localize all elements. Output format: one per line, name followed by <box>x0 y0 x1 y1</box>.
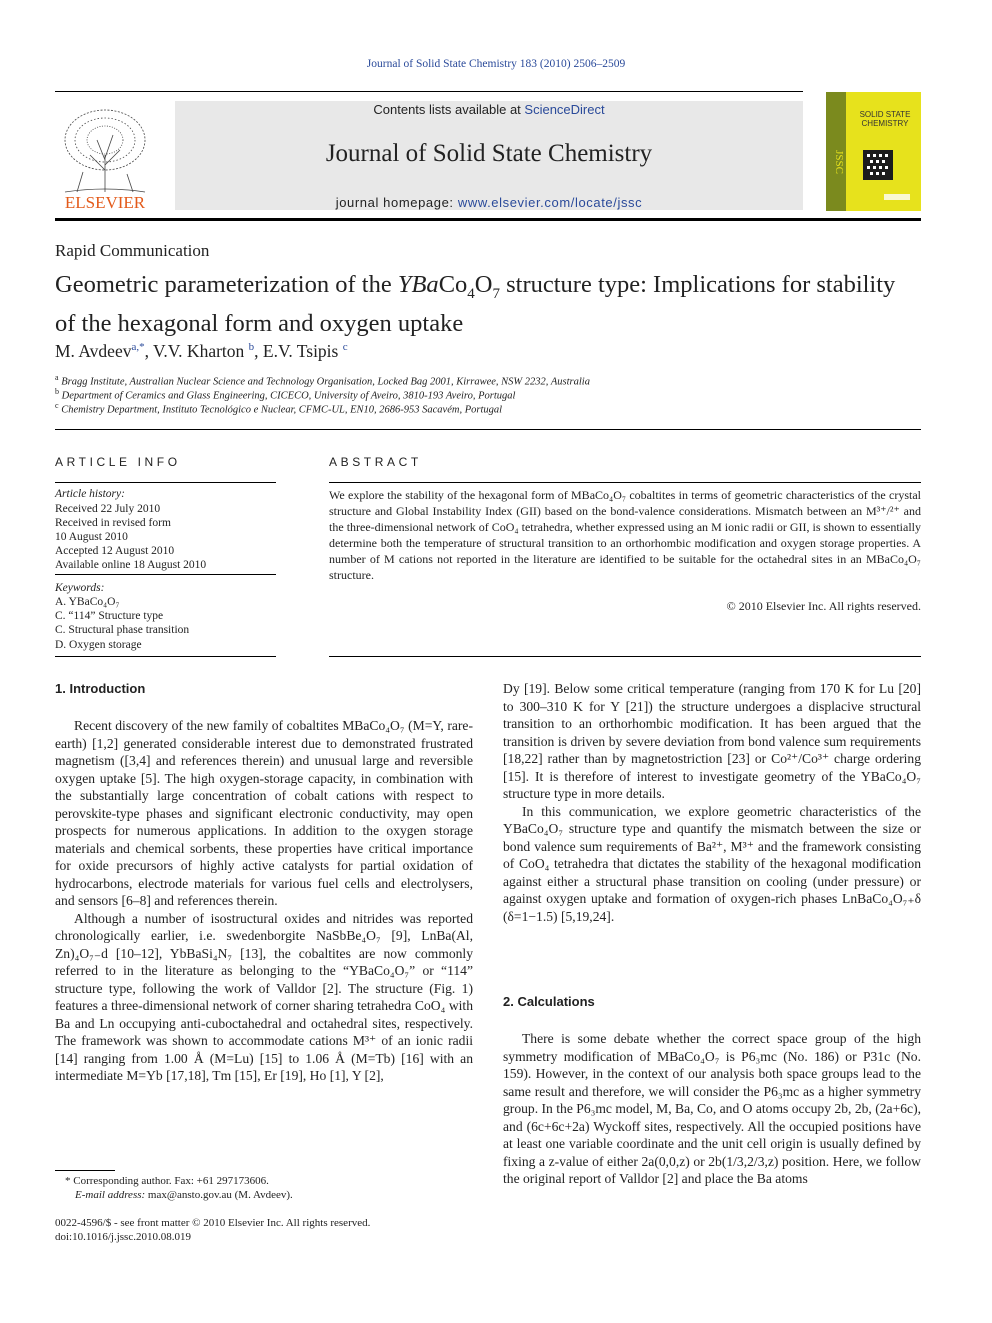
journal-title: Journal of Solid State Chemistry <box>325 140 653 167</box>
contents-line <box>175 102 803 117</box>
affiliation <box>55 387 515 402</box>
abstract-heading: ABSTRACT <box>329 455 422 469</box>
affiliation-rule <box>55 429 921 430</box>
section-heading-introduction: 1. Introduction <box>55 681 146 696</box>
title-sub1: 4 <box>467 285 475 302</box>
keywords-rule <box>55 656 276 657</box>
email-note <box>75 1189 293 1201</box>
author-affiliation-marker[interactable]: b <box>248 341 255 354</box>
author-list: M. Avdeev$^{a,*}$, V.V. Kharton $^b$, E.V. Tsipis $^c$ <box>55 341 348 361</box>
title-part2: structure type: Implications for stability of the hexagonal form and oxygen uptake <box>55 271 896 337</box>
footnote-rule <box>55 1170 115 1171</box>
author-name[interactable]: M. Avdeev <box>55 341 132 361</box>
sciencedirect-link[interactable]: ScienceDirect <box>524 102 605 117</box>
corresponding-author-note: * Corresponding author. Fax: +61 297173606. <box>65 1175 269 1187</box>
cover-title-line2: CHEMISTRY <box>861 119 909 128</box>
journal-citation[interactable]: Journal of Solid State Chemistry 183 (2010) 2506–2509 <box>366 58 626 70</box>
history-item: Received in revised form <box>55 517 171 529</box>
elsevier-tree-icon <box>55 100 155 212</box>
journal-cover-thumbnail[interactable] <box>826 92 921 211</box>
affiliation-marker: b <box>55 387 59 396</box>
calculations-column <box>503 1030 921 1188</box>
homepage-prefix: journal homepage: <box>335 195 458 210</box>
email-address[interactable]: max@ansto.gov.au (M. Avdeev). <box>147 1189 293 1201</box>
elsevier-wordmark: ELSEVIER <box>64 193 146 212</box>
author-name[interactable]: E.V. Tsipis <box>262 341 339 361</box>
article-title <box>55 270 921 338</box>
affiliation-marker: a <box>55 373 59 382</box>
affiliation <box>55 401 502 416</box>
title-formula-b: Co <box>438 271 468 298</box>
homepage-link[interactable]: www.elsevier.com/locate/jssc <box>457 195 643 210</box>
history-item: Available online 18 August 2010 <box>55 559 207 571</box>
homepage-line <box>175 195 803 210</box>
header-thick-rule <box>55 218 921 221</box>
title-sub2: 7 <box>492 285 500 302</box>
history-item: 10 August 2010 <box>55 531 128 543</box>
cover-title-line1: SOLID STATE <box>859 110 911 119</box>
cover-side-text: JSSC <box>833 150 845 174</box>
title-formula-c: O <box>474 271 493 298</box>
journal-cover-image <box>826 92 921 211</box>
keyword-item: C. Structural phase transition <box>55 624 190 636</box>
keyword-item: D. Oxygen storage <box>55 639 142 651</box>
abstract-bottom-rule <box>329 656 921 657</box>
keywords-label: Keywords: <box>55 582 105 594</box>
email-label: E-mail address: <box>75 1189 148 1201</box>
affiliation-text: Department of Ceramics and Glass Engineering, CICECO, University of Aveiro, 3810-193 Aveiro, Portugal <box>61 390 516 402</box>
title-part1: Geometric parameterization of the <box>55 271 398 298</box>
intro-paragraph-4: In this communication, we explore geometric characteristics of the YBaCo₄O₇ structure type and quantify the mismatch between the size or bond valence sum requirements of Ba²⁺, M³⁺ and the framework consisting of CoO₄ tetrahedra that dictates the stability of the hexagonal modification against either a structural phase transition on cooling (under pressure) or against oxygen uptake and formation of oxygen-rich phases LnBaCo₄O₇₊δ (δ=1−1.5) [5,19,24]. <box>503 803 921 924</box>
elsevier-logo[interactable] <box>55 100 155 212</box>
affiliation-text: Bragg Institute, Australian Nuclear Science and Technology Organisation, Locked Bag 2001, Kirrawee, NSW 2232, Australia <box>61 376 590 388</box>
affiliation-text: Chemistry Department, Instituto Tecnológico e Nuclear, CFMC-UL, EN10, 2686-953 Sacavém, Portugal <box>61 404 503 416</box>
history-item: Received 22 July 2010 <box>55 503 161 515</box>
abstract-text: We explore the stability of the hexagonal form of MBaCo₄O₇ cobaltites in terms of geometric characteristics of the crystal structure and Global Instability Index (GII) based on the bond-valence considerations. Mismatch between an M³⁺/²⁺ and the three-dimensional network of CoO₄ tetrahedra, whether expressed using an M ionic radii or GII, is shown to essentially determine both the temperature of structural transition to an orthorhombic modification and oxygen storage properties. A number of M cations not reported in the literature are identified to be suitable for the octahedral sites in an MBaCo₄O₇ structure. <box>329 488 921 582</box>
body-column-left <box>55 717 473 1085</box>
history-label: Article history: <box>55 488 125 500</box>
author-name[interactable]: V.V. Kharton <box>153 341 245 361</box>
author-affiliation-marker[interactable]: a,* <box>131 341 145 354</box>
section-heading-calculations: 2. Calculations <box>503 994 595 1009</box>
intro-paragraph-3: Dy [19]. Below some critical temperature (ranging from 170 K for Lu [20] to 300–310 K for Y [21]) the structure undergoes a displacive structural transition to an orthorhombic modification. It has been argued that the transition is driven by severe deviation from bond valence sum requirements [18,22] rather than by magnetostriction [23] or Co²⁺/Co³⁺ charge ordering [15]. It is therefore of interest to investigate geometry of the YBaCo₄O₇ structure type in more details. <box>503 681 921 801</box>
intro-paragraph-1: Recent discovery of the new family of cobaltites MBaCo₄O₇ (M=Y, rare-earth) [1,2] generated considerable interest due to demonstrated frustrated magnetism ([3,4] and references therein) and unusual large and reversible oxygen uptake [5]. The high oxygen-storage capacity, in combination with the substantially large concentration of cobalt cations with respect to perovskite-type phases and significant electronic conductivity, may open prospects for numerous applications. In addition to the oxygen storage materials and chemical sorbents, these properties have critical importance for oxide precursors of highly active catalysts for partial oxidation of hydrocarbons, electrode materials for various fuel cells and electrolysers, and sensors [6–8] and references therein. <box>55 718 473 908</box>
calculations-paragraph-1: There is some debate whether the correct space group of the high symmetry modification of MBaCo₄O₇ is P6₃mc (No. 186) or P31c (No. 159). However, in the context of our analysis both space groups lead to the same result and therefore, we will consider the P6₃mc as a higher symmetry group. In the P6₃mc model, M, Ba, Co, and O atoms occupy 2b, 2b, (2a+6c), and (6c+6c+2a) Wyckoff sites, respectively. All the occupied positions have at least one variable coordinate and the unit cell origin is usually defined by fixing a z-value of either 2a(0,0,z) or 2b(1/3,2/3,z) position. Here, we follow the original report of Valldor [2] and place the Ba atoms <box>503 1031 921 1186</box>
abstract-rule <box>329 482 921 483</box>
history-rule <box>55 574 276 575</box>
article-type: Rapid Communication <box>55 241 210 260</box>
affiliation <box>55 373 590 388</box>
header-rule <box>55 91 803 92</box>
keyword-item: C. “114” Structure type <box>55 610 164 622</box>
keyword-item: A. YBaCo₄O₇ <box>55 596 120 608</box>
article-info-heading: ARTICLE INFO <box>55 455 181 469</box>
abstract-copyright: © 2010 Elsevier Inc. All rights reserved. <box>726 599 921 613</box>
contents-prefix: Contents lists available at <box>373 102 525 117</box>
article-info-rule <box>55 482 276 483</box>
title-formula-a: YBa <box>397 271 439 298</box>
doi-line[interactable]: doi:10.1016/j.jssc.2010.08.019 <box>55 1231 191 1243</box>
author-affiliation-marker[interactable]: c <box>342 341 348 354</box>
body-column-right <box>503 680 921 925</box>
history-item: Accepted 12 August 2010 <box>55 545 175 557</box>
affiliation-marker: c <box>55 401 59 410</box>
issn-line: 0022-4596/$ - see front matter © 2010 Elsevier Inc. All rights reserved. <box>55 1217 371 1229</box>
intro-paragraph-2: Although a number of isostructural oxides and nitrides was reported chronologically earlier, i.e. swedenborgite NaSbBe₄O₇ [9], LnBa(Al, Zn)₄O₇₋d [10–12], YbBaSi₄N₇ [13], the cobaltites are now commonly referred to in the literature as belonging to the “YBaCo₄O₇” or “114” structure type, following the work of Valldor [2]. The structure (Fig. 1) features a three-dimensional network of corner sharing tetrahedra CoO₄ with Ba and Ln occupying anti-cuboctahedral and octahedral sites, respectively. The framework was shown to accommodate cations M³⁺ of an ionic radii [14] ranging from 1.00 Å (M=Lu) [15] to 1.06 Å (M=Tb) [16] with an intermediate M=Yb [17,18], Tm [15], Er [19], Ho [1], Y [2], <box>55 910 473 1083</box>
